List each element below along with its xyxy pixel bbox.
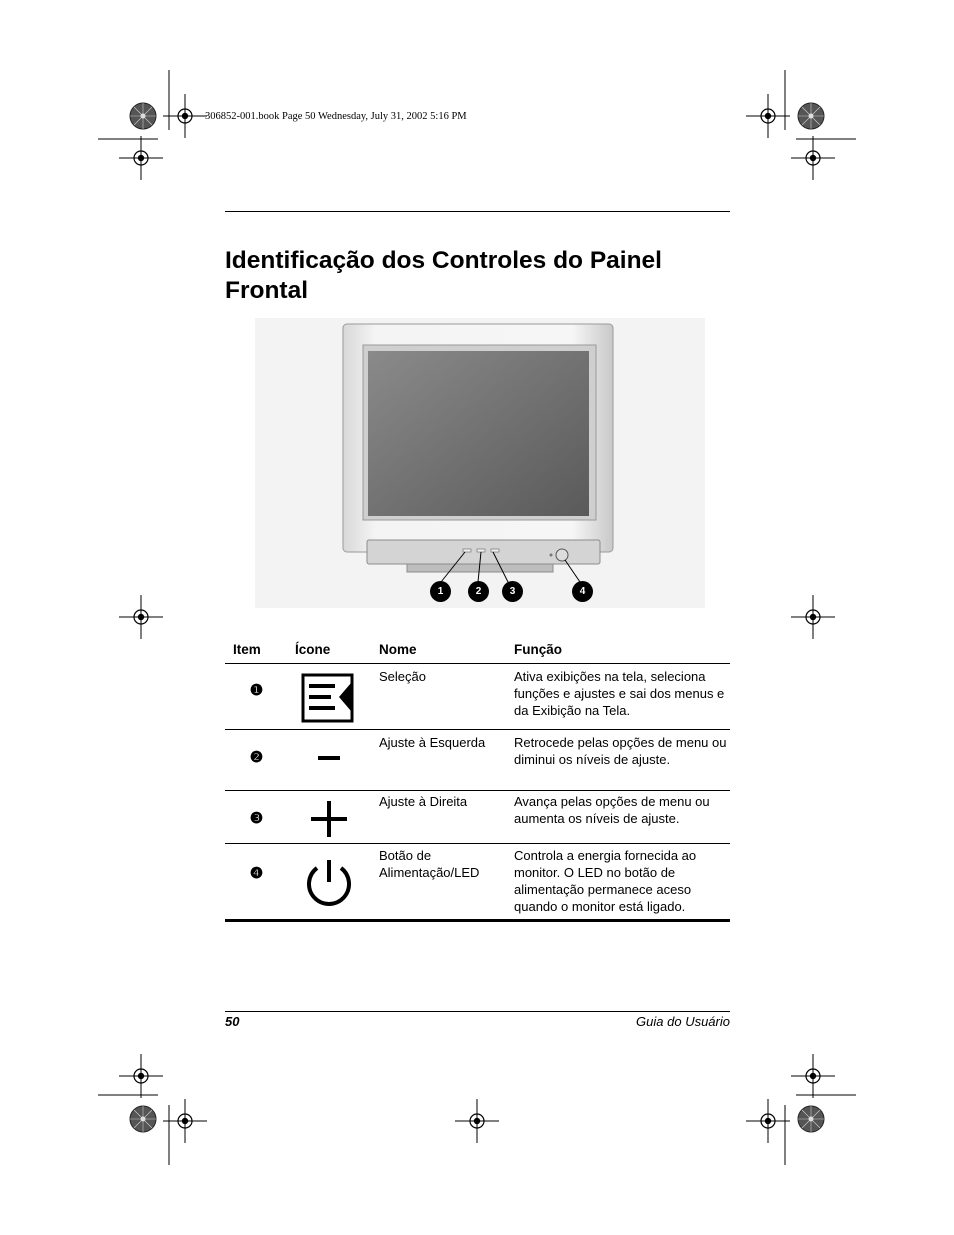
monitor-front-figure (255, 318, 705, 608)
row-name: Ajuste à Esquerda (379, 735, 486, 750)
top-rule (225, 211, 730, 212)
callout-1: 1 (430, 581, 451, 602)
row-function: Retrocede pelas opções de menu ou diminui os níveis de ajuste. (514, 735, 727, 767)
callout-2: 2 (468, 581, 489, 602)
page-number: 50 (225, 1014, 240, 1029)
power-icon (301, 856, 356, 908)
guide-name: Guia do Usuário (636, 1014, 730, 1029)
header-name: Nome (379, 642, 417, 657)
header-item: Item (233, 642, 261, 657)
callout-3: 3 (502, 581, 523, 602)
row-name: Botão de Alimentação/LED (379, 848, 480, 880)
item-number: ❸ (249, 810, 264, 827)
row-name: Seleção (379, 669, 426, 684)
row-function: Ativa exibições na tela, seleciona funções e ajustes e sai dos menus e da Exibição na Tela. (514, 669, 725, 718)
item-number: ❶ (249, 682, 264, 699)
book-header: 306852-001.book Page 50 Wednesday, July 31, 2002 5:16 PM (205, 111, 467, 122)
controls-table (225, 636, 730, 922)
page-title: Identificação dos Controles do Painel Frontal (225, 247, 662, 304)
item-number: ❷ (249, 749, 264, 766)
minus-icon (301, 740, 356, 780)
row-function: Controla a energia fornecida ao monitor. O LED no botão de alimentação permanece aceso quando o monitor está ligado. (514, 848, 697, 914)
row-function: Avança pelas opções de menu ou aumenta os níveis de ajuste. (514, 794, 710, 826)
table-row (225, 664, 730, 730)
header-function: Função (514, 642, 563, 657)
plus-icon (301, 799, 356, 839)
row-name: Ajuste à Direita (379, 794, 468, 809)
menu-select-icon (301, 673, 356, 723)
table-row (225, 791, 730, 844)
header-icon: Ícone (295, 642, 331, 657)
item-number: ❹ (249, 865, 264, 882)
callout-4: 4 (572, 581, 593, 602)
footer-rule (225, 1011, 730, 1012)
table-row (225, 730, 730, 791)
table-row (225, 844, 730, 921)
